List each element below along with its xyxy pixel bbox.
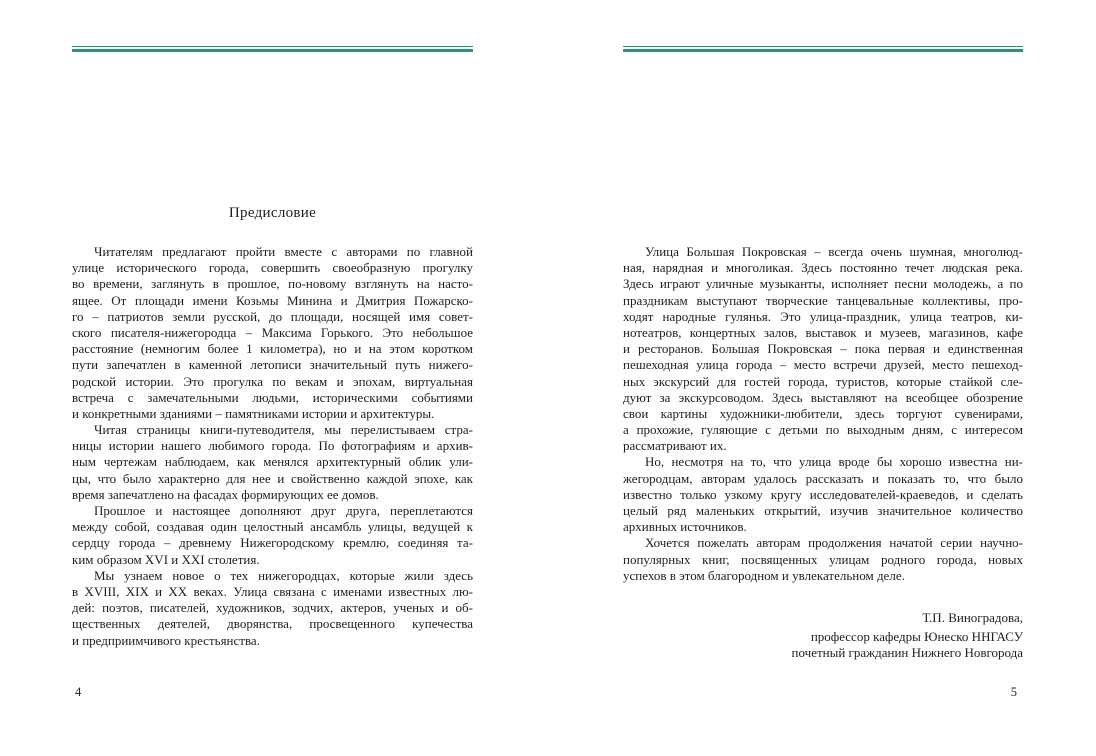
text-line: праздникам выступают творческие танцевальные коллективы, про- [623,292,1023,308]
text-line: ского писателя-нижегородца – Максима Горького. Это небольшое [72,324,473,340]
text-line: в XVIII, XIX и XX веках. Улица связана с именами известных лю- [72,583,473,599]
text-line: между собой, создавая один целостный ансамбль улицы, ведущей к [72,519,473,535]
text-line: и ресторанов. Большая Покровская – пока первая и единственная [623,341,1023,357]
text-line: Здесь играют уличные музыканты, исполняет песни молодежь, а по [623,276,1023,292]
text-line: цы, что было характерно для нее и свойственно каждой эпохе, как [72,470,473,486]
rule-thick-line [623,49,1023,52]
paragraph [623,454,1023,535]
paragraph [623,244,1023,454]
text-line: го – патриотов земли русской, до площади, носящей имя совет- [72,308,473,324]
text-line: сердцу города – древнему Нижегородскому кремлю, соединяя та- [72,535,473,551]
text-line: ная, нарядная и многоликая. Здесь постоянно течет людская река. [623,260,1023,276]
text-line: свои картины художники-любители, здесь торгуют сувенирами, [623,405,1023,421]
text-line: и конкретными зданиями – памятниками истории и архитектуры. [72,405,435,421]
text-line: встреча с замечательными людьми, историческими событиями [72,389,473,405]
text-line: архивных источников. [623,519,747,535]
text-line: ным чертежам наблюдаем, как менялся архитектурный облик ули- [72,454,473,470]
text-line: Прошлое и настоящее дополняют друг друга, переплетаются [94,503,473,518]
page-top-rule [623,46,1023,52]
page-number-right: 5 [1010,685,1017,699]
text-line: Читателям предлагают пройти вместе с авторами по главной [94,244,473,259]
page-top-rule [72,46,473,52]
text-line: ким образом XVI и XXI столетия. [72,551,260,567]
text-line: Мы узнаем новое о тех нижегородцах, которые жили здесь [94,567,473,583]
text-line: Улица Большая Покровская – всегда очень шумная, многолюд- [645,244,1023,259]
left-page-body-text [72,244,473,649]
text-line: дуют за экскурсоводом. Здесь выставляют на всеобщее обозрение [623,389,1023,405]
signature-title: профессор кафедры Юнеско ННГАСУ [810,629,1023,645]
rule-thick-line [72,49,473,52]
text-line: ницы истории нашего любимого города. По фотографиям и архив- [72,438,473,454]
signature-name: Т.П. Виноградова, [922,609,1023,625]
chapter-heading: Предисловие [228,205,317,221]
text-line: рассматривают их. [623,438,727,454]
text-line: целый ряд маленьких открытий, изучив значительное количество [623,503,1023,518]
text-line: родской истории. Это прогулка по векам и эпохам, виртуальная [72,373,473,389]
text-line: популярных книг, посвященных улицам родного города, новых [623,551,1023,567]
text-line: нотеатров, концертных залов, выставок и музеев, магазинов, кафе [623,324,1023,340]
signature-title: почетный гражданин Нижнего Новгорода [791,645,1023,661]
text-line: во времени, заглянуть в прошлое, по-новому взглянуть на насто- [72,276,473,292]
text-line: улице исторического города, совершить своеобразную прогулку [72,260,473,276]
text-line: Хочется пожелать авторам продолжения начатой серии научно- [645,535,1023,551]
text-line: ходят народные гулянья. Это улица-праздник, улица театров, ки- [623,308,1023,324]
page-number-left: 4 [75,685,82,699]
paragraph [72,422,473,503]
text-line: щественных деятелей, дворянства, просвещенного купечества [72,616,473,632]
text-line: пешеходная улица города – место встречи друзей, место пешеход- [623,357,1023,373]
paragraph [623,535,1023,584]
text-line: Читая страницы книги-путеводителя, мы перелистываем стра- [94,422,473,438]
text-line: расстояние (немногим более 1 километра), но и на этом коротком [72,341,473,357]
text-line: жегородцам, авторам удалось рассказать и показать то, что было [623,470,1023,486]
paragraph [72,503,473,568]
right-page [623,0,1023,756]
text-line: известно только узкому кругу исследователей-краеведов, и сделать [623,486,1023,502]
text-line: время запечатлено на фасадах формирующих ее домов. [72,486,379,502]
text-line: успехов в этом благородном и увлекательном деле. [623,567,905,583]
right-page-body-text [623,244,1023,662]
left-page [72,0,473,756]
text-line: а прохожие, гуляющие с детьми по выходным дням, с интересом [623,422,1023,438]
text-line: Но, несмотря на то, что улица вроде бы хорошо известна ни- [645,454,1023,470]
text-line: дей: поэтов, писателей, художников, зодчих, актеров, ученых и об- [72,600,473,616]
paragraph [72,568,473,649]
text-line: ящее. От площади имени Козьмы Минина и Дмитрия Пожарско- [72,292,473,308]
text-line: пути запечатлен в каменной летописи значительный путь нижего- [72,357,473,373]
text-line: ных экскурсий для гостей города, туристов, которые стайкой сле- [623,373,1023,389]
paragraph [72,244,473,422]
signature-block [623,610,1023,662]
text-line: и предприимчивого крестьянства. [72,632,260,648]
